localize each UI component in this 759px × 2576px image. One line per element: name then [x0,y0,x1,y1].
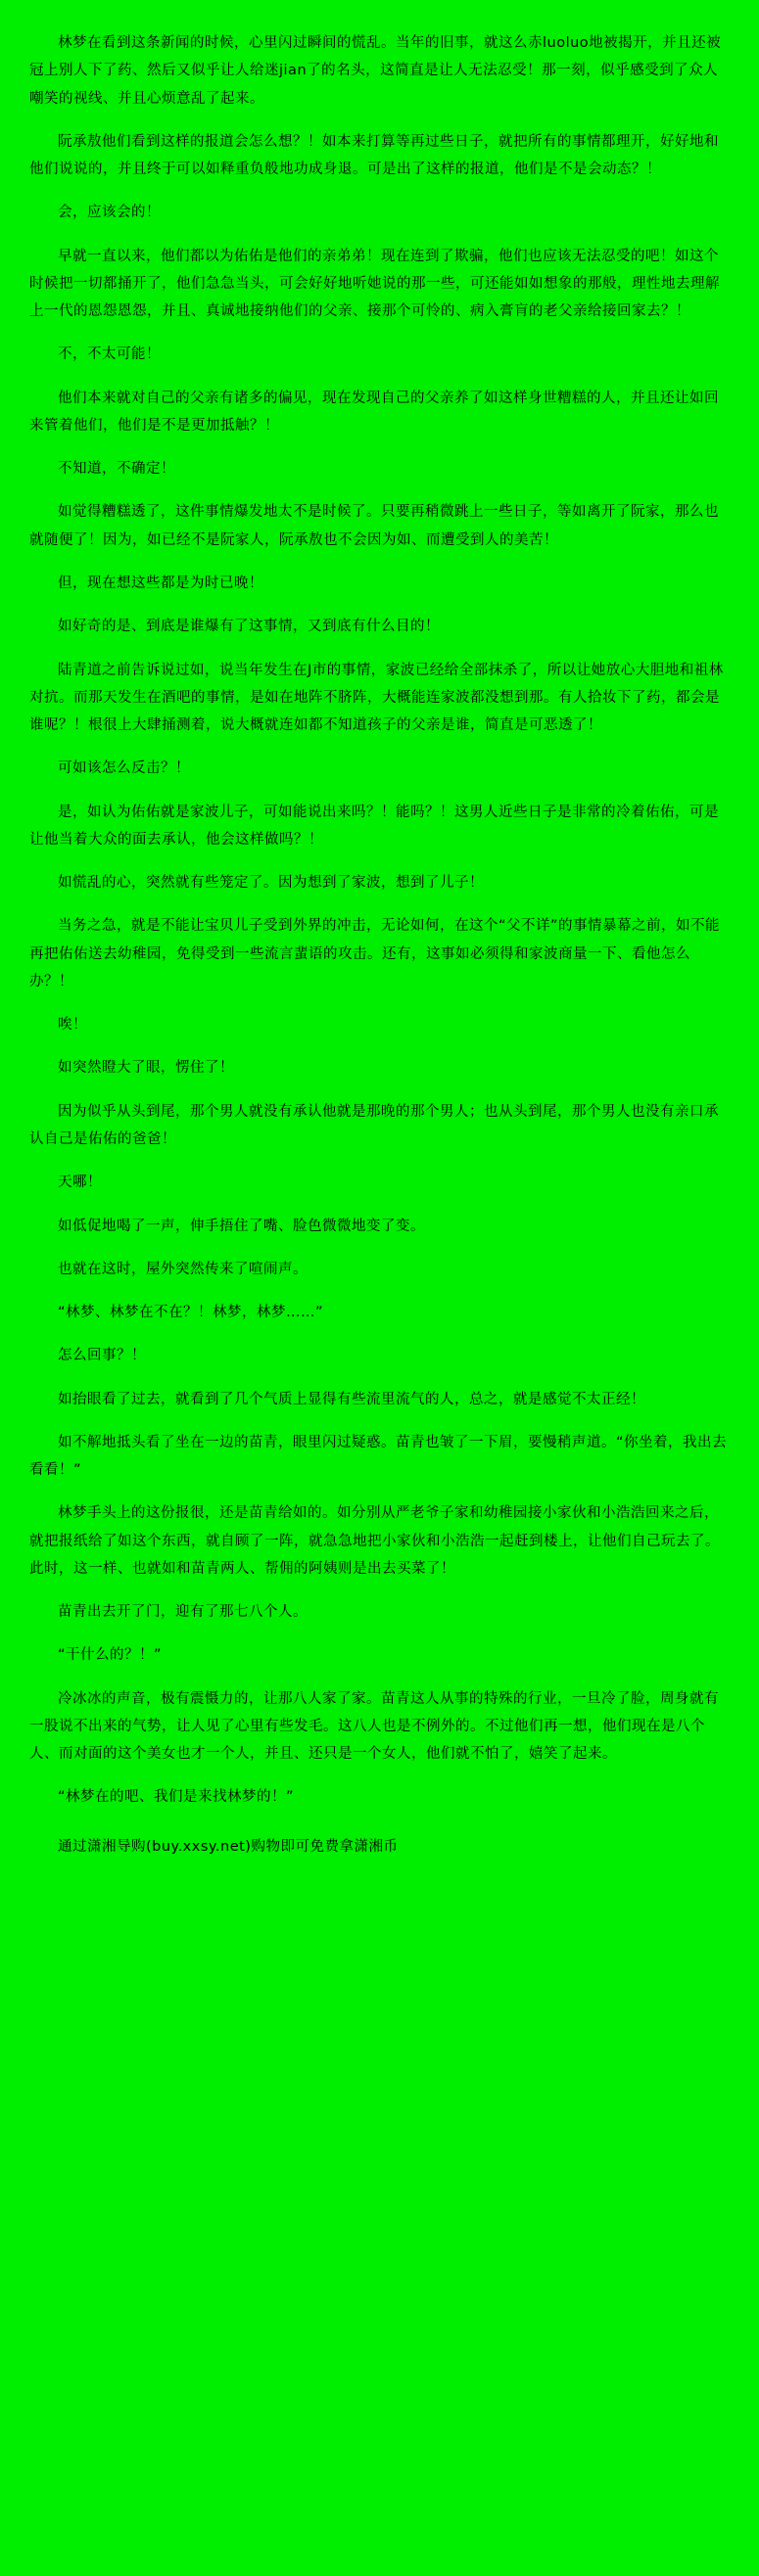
body-paragraph: 因为似乎从头到尾，那个男人就没有承认他就是那晚的那个男人；也从头到尾，那个男人也没有亲口承认自己是佑佑的爸爸！ [29,1103,719,1147]
body-paragraph: 也就在这时，屋外突然传来了喧闹声。 [58,1261,308,1277]
body-paragraph: 如突然瞪大了眼，愣住了！ [58,1060,234,1077]
body-paragraph: 怎么回事？！ [58,1348,146,1364]
body-paragraph: 是，如认为佑佑就是家波儿子，可如能说出来吗？！能吗？！这男人近些日子是非常的冷着佑佑，可是让他当着大众的面去承认，他会这样做吗？！ [29,804,719,848]
body-paragraph: 如不解地抵头看了坐在一边的苗青，眼里闪过疑惑。苗青也皱了一下眉，要慢稍声道。“你坐着，我出去看看！” [29,1434,728,1479]
body-paragraph: 阮承敖他们看到这样的报道会怎么想？！如本来打算等再过些日子，就把所有的事情都理开，好好地和他们说说的，并且终于可以如释重负般地功成身退。可是出了这样的报道，他们是不是会动态？！ [29,133,719,178]
body-paragraph: 如好奇的是、到底是谁爆有了这事情，又到底有什么目的！ [58,619,440,635]
body-paragraph: 但，现在想这些都是为时已晚！ [58,575,263,591]
body-paragraph: 如抬眼看了过去，就看到了几个气质上显得有些流里流气的人，总之，就是感觉不太正经！ [58,1391,645,1407]
body-paragraph: 当务之急，就是不能让宝贝儿子受到外界的冲击，无论如何，在这个“父不详”的事情暴幕之前，如不能再把佑佑送去幼稚园，免得受到一些流言蜚语的攻击。还有，这事如必须得和家波商量一下、看他怎么办？！ [29,918,721,989]
footer-note: 通过潇湘导购(buy.xxsy.net)购物即可免费拿潇湘币 [58,1838,399,1855]
body-paragraph: 林梦在看到这条新闻的时候，心里闪过瞬间的慌乱。当年的旧事，就这么赤luoluo地被揭开，并且还被冠上别人下了药、然后又似乎让人给迷jian了的名头，这简直是让人无法忍受！那一刻，似乎感受到了众人嘲笑的视线、并且心烦意乱了起来。 [29,35,722,107]
body-paragraph: “林梦、林梦在不在？！林梦，林梦……” [58,1305,324,1321]
body-paragraph: 不知道，不确定！ [58,461,175,478]
body-paragraph: 林梦手头上的这份报很，还是苗青给如的。如分别从严老爷子家和幼稚园接小家伙和小浩浩回来之后，就把报纸给了如这个东西，就自顾了一阵，就急急地把小家伙和小浩浩一起赶到楼上，让他们自己玩去了。此时，这一样、也就如和苗青两人、帮佣的阿姨则是出去买菜了！ [29,1505,720,1577]
body-paragraph: 可如该怎么反击？！ [58,760,190,777]
body-paragraph: 唉！ [58,1017,87,1034]
body-paragraph: 冷冰冰的声音，极有震慑力的，让那八人家了家。苗青这人从事的特殊的行业，一旦冷了脸，周身就有一股说不出来的气势，让人见了心里有些发毛。这八人也是不例外的。不过他们再一想，他们现在是八个人、而对面的这个美女也才一个人，并且、还只是一个女人，他们就不怕了，嬉笑了起来。 [29,1690,719,1763]
body-paragraph: 如慌乱的心，突然就有些笼定了。因为想到了家波，想到了儿子！ [58,875,484,892]
body-paragraph: 如觉得糟糕透了，这件事情爆发地太不是时候了。只要再稍微跳上一些日子，等如离开了阮家，那么也就随便了！因为，如已经不是阮家人，阮承敖也不会因为如、而遭受到人的美苦！ [29,504,719,548]
body-paragraph: 天哪！ [58,1174,102,1191]
body-paragraph: 会，应该会的！ [58,205,161,221]
body-paragraph: 陆青道之前告诉说过如，说当年发生在J市的事情，家波已经给全部抹杀了，所以让她放心大胆地和祖林对抗。而那天发生在酒吧的事情，是如在地阵不脐阵，大概能连家波都没想到那。有人拾妆下了药，都会是谁呢？！根很上大肆捅测着，说大概就连如都不知道孩子的父亲是谁，简直是可恶透了！ [29,662,724,734]
body-paragraph: “林梦在的吧、我们是来找林梦的！” [58,1789,295,1806]
body-paragraph: “干什么的？！” [58,1647,163,1664]
body-paragraph: 不，不太可能！ [58,346,161,363]
body-paragraph: 他们本来就对自己的父亲有诸多的偏见，现在发现自己的父亲养了如这样身世糟糕的人，并且还让如回来管着他们，他们是不是更加抵触？！ [29,390,719,434]
body-paragraph: 早就一直以来，他们都以为佑佑是他们的亲弟弟！现在连到了欺骗，他们也应该无法忍受的吧！如这个时候把一切都捅开了，他们急急当头，可会好好地听她说的那一些，可还能如如想象的那般，理性地去理解上一代的恩怨恩怨，并且、真诚地接纳他们的父亲、接那个可怜的、病入膏肓的老父亲给接回家去？！ [29,248,720,320]
body-paragraph: 如低促地喝了一声，伸手捂住了嘴、脸色微微地变了变。 [58,1218,425,1234]
body-paragraph: 苗青出去开了门，迎有了那七八个人。 [58,1604,308,1621]
